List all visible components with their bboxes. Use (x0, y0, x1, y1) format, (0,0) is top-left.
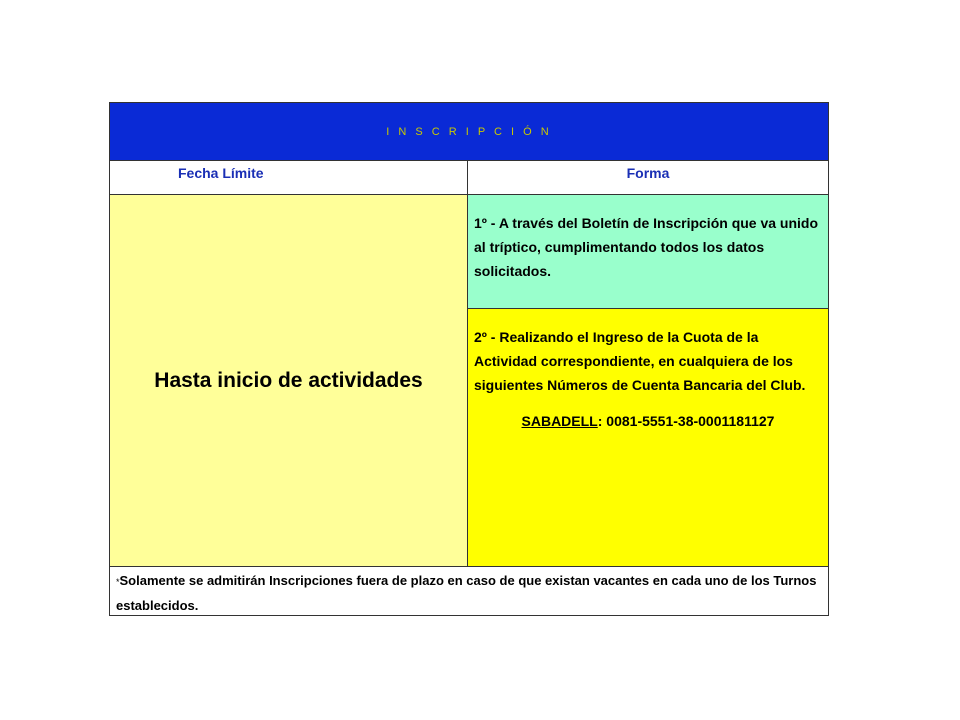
footnote-cell (110, 567, 828, 615)
option-2-text: 2º - Realizando el Ingreso de la Cuota de la Actividad correspondiente, en cualquiera de los siguientes Números de Cuenta Bancaria del Club. (474, 329, 806, 393)
account-number: : 0081-5551-38-0001181127 (597, 413, 775, 429)
option-2-cell (468, 309, 828, 567)
header-title: I N S C R I P C I Ó N (386, 125, 552, 138)
deadline-text: Hasta inicio de actividades (154, 368, 423, 392)
option-1-text: 1º - A través del Boletín de Inscripción que va unido al tríptico, cumplimentando todos los datos solicitados. (474, 215, 819, 279)
footnote-star: * (116, 577, 120, 587)
footnote-text: Solamente se admitirán Inscripciones fuera de plazo en caso de que existan vacantes en cada uno de los Turnos establecidos. (116, 573, 817, 613)
bank-name: SABADELL (521, 413, 598, 429)
deadline-cell (110, 195, 468, 567)
table-header (110, 103, 828, 161)
bank-account (474, 409, 822, 433)
column-header-forma: Forma (468, 161, 828, 195)
option-1-cell (468, 195, 828, 309)
inscription-table (109, 102, 829, 616)
column-header-fecha: Fecha Límite (110, 161, 468, 195)
